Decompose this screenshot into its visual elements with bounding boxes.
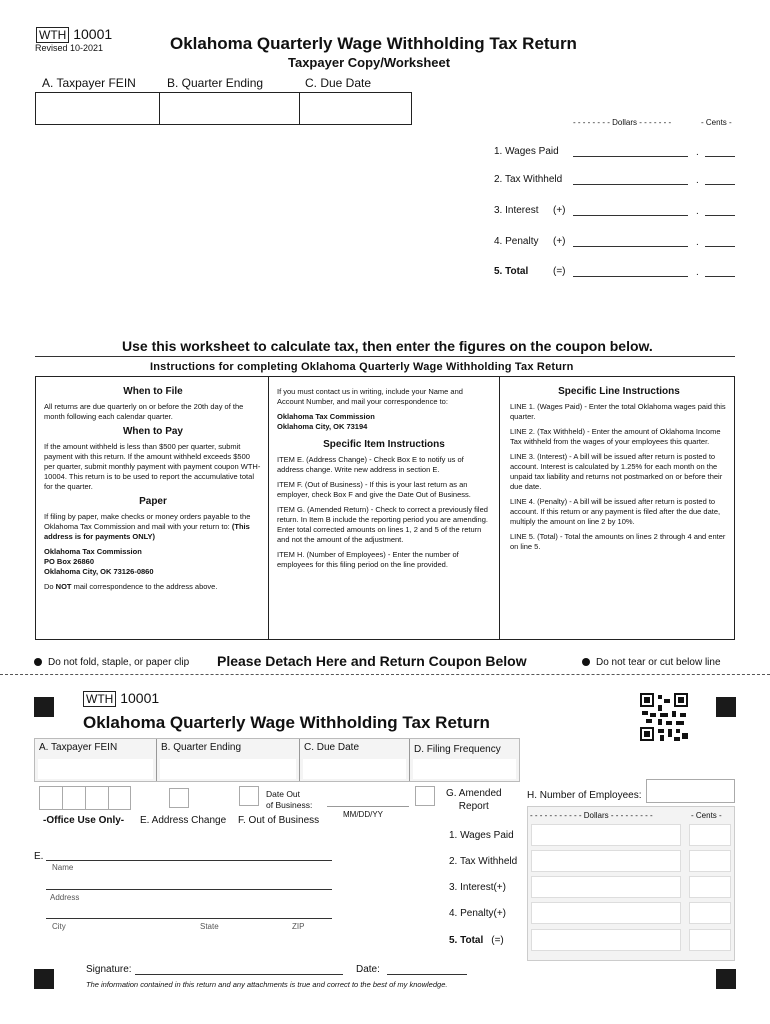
worksheet-dollars-input[interactable] [573,246,688,247]
payment-addr-2: PO Box 26860 [44,557,95,566]
do-not-mail [44,582,262,592]
coupon-line-text: 1. Wages Paid [449,830,514,841]
instructions-col-3 [510,385,728,557]
coupon-quarter-label: B. Quarter Ending [161,742,242,753]
coupon-cents-input[interactable] [689,902,731,924]
coupon-form-prefix: WTH [83,691,116,707]
col-divider-2 [499,377,500,639]
fein-label: A. Taxpayer FEIN [42,76,136,90]
coupon-fein-label: A. Taxpayer FEIN [39,742,118,753]
zip-label: ZIP [292,922,305,931]
item-e: ITEM E. (Address Change) - Check Box E to notify us of address change. Write new address in section E. [277,455,464,474]
do-not-pre: Do [44,582,56,591]
coupon-quarter-cell[interactable] [157,739,300,781]
specific-line-title: Specific Line Instructions [558,386,680,397]
instructions-col-1 [44,385,262,597]
out-of-business-checkbox[interactable] [239,786,259,806]
coupon-line-label [449,935,504,946]
signature-label: Signature: [86,964,132,975]
decimal-point: . [696,147,699,158]
line-3-instr: LINE 3. (Interest) - A bill will be issued after return is posted to account. Interest is calculated by 1.25% for each month on the unpaid tax liability and returns not postmarked on or before their due date. [510,452,723,491]
when-file-text: All returns are due quarterly on or before the 20th day of the month following each calendar quarter. [44,402,244,421]
item-f: ITEM F. (Out of Business) - If this is your last return as an employer, check Box F and give the Date Out of Business. [277,480,471,499]
worksheet-dollars-input[interactable] [573,156,688,157]
top-fields-box [35,92,412,125]
worksheet-line-operator: (=) [553,266,566,277]
instructions-heading: Instructions for completing Oklahoma Quarterly Wage Withholding Tax Return [150,361,574,373]
due-date-label: C. Due Date [305,76,372,90]
form-prefix: WTH [36,27,69,43]
date-out-input[interactable] [327,806,409,807]
coupon-cents-header: - Cents - [691,811,722,820]
coupon-line-operator: (+) [493,908,506,919]
when-pay-text: If the amount withheld is less than $500 per quarter, submit payment with this return. If the amount withheld exceeds $500 per quarter, submit monthly payment with payment coupon WTH-10004. This return is to be used to report the accumulative total for the quarter. [44,442,261,491]
worksheet-cents-input[interactable] [705,156,735,157]
item-h: ITEM H. (Number of Employees) - Enter the number of employees for this filing period on the line provided. [277,550,459,569]
registration-mark [34,697,54,717]
worksheet-line-label: 3. Interest [494,205,539,216]
worksheet-line-label: 4. Penalty [494,236,539,247]
coupon-line-label [449,882,506,893]
paper-title: Paper [139,496,167,507]
payment-addr-1: Oklahoma Tax Commission [44,547,142,556]
registration-mark [716,969,736,989]
city-state-zip-input[interactable] [46,918,332,919]
qr-code-icon [640,693,688,741]
address-label: Address [50,893,80,902]
do-not-post: mail correspondence to the address above. [71,582,218,591]
form-number: 10001 [73,26,113,42]
coupon-title: Oklahoma Quarterly Wage Withholding Tax Return [83,713,490,732]
coupon-line-text: 2. Tax Withheld [449,856,518,867]
bullet-icon [34,658,42,666]
worksheet-line-operator: (+) [553,236,566,247]
worksheet-line-operator: (+) [553,205,566,216]
coupon-dollars-input[interactable] [531,850,681,872]
worksheet-line-label: 2. Tax Withheld [494,174,563,185]
banner-rule [35,356,735,357]
revised-date: Revised 10-2021 [35,43,104,53]
when-file-title: When to File [123,386,183,397]
office-use-label: -Office Use Only- [43,815,125,826]
line-4-instr: LINE 4. (Penalty) - A bill will be issued after return is posted to account. If this return or any payment is filed after the due date, multiply the amount on line 2 by 10%. [510,497,721,526]
when-pay-title: When to Pay [122,426,183,437]
detach-center: Please Detach Here and Return Coupon Below [217,653,527,669]
office-divider [62,787,63,809]
decimal-point: . [696,237,699,248]
coupon-line-label [449,830,514,841]
coupon-due-input[interactable] [303,759,406,779]
coupon-cents-input[interactable] [689,876,731,898]
out-of-business-label: F. Out of Business [238,815,320,826]
coupon-dollars-input[interactable] [531,929,681,951]
address-change-checkbox[interactable] [169,788,189,808]
quarter-input[interactable] [160,93,300,124]
specific-item-title: Specific Item Instructions [323,439,445,450]
amended-label: G. Amended Report [446,788,502,812]
sign-date-input[interactable] [387,974,467,975]
address-change-label: E. Address Change [140,815,227,826]
item-g: ITEM G. (Amended Return) - Check to correct a previously filed return. In Item B include the reporting period you are amending. Enter total corrected amounts on lines 1, 2 and 5 of the return and not the amount of the adjustment. [277,505,488,544]
coupon-fields-box [34,738,520,782]
coupon-freq-label: D. Filing Frequency [414,744,501,755]
coupon-cents-input[interactable] [689,929,731,951]
payment-address [44,547,262,577]
coupon-form-number: 10001 [120,690,160,706]
payment-addr-3: Oklahoma City, OK 73126-0860 [44,567,154,576]
worksheet-cents-input[interactable] [705,276,735,277]
worksheet-line-label: 1. Wages Paid [494,146,559,157]
detach-left [34,657,189,668]
coupon-fein-input[interactable] [38,759,153,779]
registration-mark [34,969,54,989]
signature-input[interactable] [135,974,343,975]
coupon-line-operator: (=) [491,935,504,946]
attestation: The information contained in this return and any attachments is true and correct to the best of my knowledge. [86,980,448,989]
fein-input[interactable] [36,93,160,124]
coupon-line-label [449,856,517,867]
coupon-fein-cell[interactable] [35,739,157,781]
amended-checkbox[interactable] [415,786,435,806]
worksheet-dollars-input[interactable] [573,215,688,216]
coupon-dollars-input[interactable] [531,824,681,846]
page-title: Oklahoma Quarterly Wage Withholding Tax Return [170,34,577,53]
worksheet-cents-input[interactable] [705,184,735,185]
detach-right-text: Do not tear or cut below line [596,657,721,668]
do-not-bold: NOT [55,582,72,591]
employees-input[interactable] [646,779,735,803]
bullet-icon [582,658,590,666]
date-label: Date: [356,964,380,975]
coupon-freq-cell[interactable] [410,739,519,781]
date-format-hint: MM/DD/YY [343,810,383,819]
contact-addr-2: Oklahoma City, OK 73194 [277,422,368,431]
coupon-cents-input[interactable] [689,850,731,872]
office-divider [85,787,86,809]
contact-addr-1: Oklahoma Tax Commission [277,412,375,421]
address-input[interactable] [46,889,332,890]
employees-label: H. Number of Employees: [527,790,642,801]
detach-left-text: Do not fold, staple, or paper clip [48,657,190,668]
coupon-line-text: 4. Penalty [449,908,494,919]
worksheet-dollars-input[interactable] [573,184,688,185]
line-2-instr: LINE 2. (Tax Withheld) - Enter the amount of Oklahoma Income Tax withheld from the wages of your employees this quarter. [510,427,721,446]
line-1-instr: LINE 1. (Wages Paid) - Enter the total Oklahoma wages paid this quarter. [510,402,726,421]
office-divider [108,787,109,809]
coupon-line-text: 3. Interest [449,882,494,893]
decimal-point: . [696,206,699,217]
coupon-form-id [83,690,159,706]
quarter-label: B. Quarter Ending [167,76,264,90]
paper-text [44,512,262,542]
name-label: Name [52,863,74,872]
coupon-cents-input[interactable] [689,824,731,846]
coupon-due-cell[interactable] [300,739,410,781]
registration-mark [716,697,736,717]
instructions-col-2 [277,387,491,575]
name-input[interactable] [46,860,332,861]
coupon-due-label: C. Due Date [304,742,360,753]
line-5-instr: LINE 5. (Total) - Total the amounts on lines 2 through 4 and enter on line 5. [510,532,726,551]
city-label: City [52,922,66,931]
date-out-label: Date Out of Business: [266,789,313,810]
office-use-boxes [39,786,131,810]
contact-text: If you must contact us in writing, include your Name and Account Number, and mail your correspondence to: [277,387,463,406]
detach-line [0,674,770,675]
col-divider-1 [268,377,269,639]
coupon-dollars-header: - - - - - - - - - - - Dollars - - - - - - - - - [530,811,653,820]
page-subtitle: Taxpayer Copy/Worksheet [288,55,451,70]
contact-address [277,412,491,432]
state-label: State [200,922,219,931]
dollars-header: - - - - - - - - Dollars - - - - - - - [573,118,672,127]
worksheet-banner: Use this worksheet to calculate tax, then enter the figures on the coupon below. [122,338,653,354]
paper-body: If filing by paper, make checks or money orders payable to the Oklahoma Tax Commission and mail with your return to: [44,512,251,531]
due-date-input[interactable] [300,93,411,124]
worksheet-line-label: 5. Total [494,266,529,277]
instructions-box [35,376,735,640]
coupon-quarter-input[interactable] [160,759,296,779]
decimal-point: . [696,175,699,186]
coupon-freq-input[interactable] [413,759,516,779]
section-e-label: E. [34,851,44,862]
coupon-line-label [449,908,506,919]
coupon-dollars-input[interactable] [531,902,681,924]
cents-header: - Cents - [701,118,732,127]
worksheet-cents-input[interactable] [705,246,735,247]
worksheet-cents-input[interactable] [705,215,735,216]
paper-note: (This address is for payments ONLY) [44,522,250,541]
detach-right [582,657,721,668]
worksheet-dollars-input[interactable] [573,276,688,277]
form-id [36,26,112,42]
decimal-point: . [696,267,699,278]
coupon-dollars-input[interactable] [531,876,681,898]
coupon-line-operator: (+) [493,882,506,893]
coupon-line-text: 5. Total [449,935,484,946]
